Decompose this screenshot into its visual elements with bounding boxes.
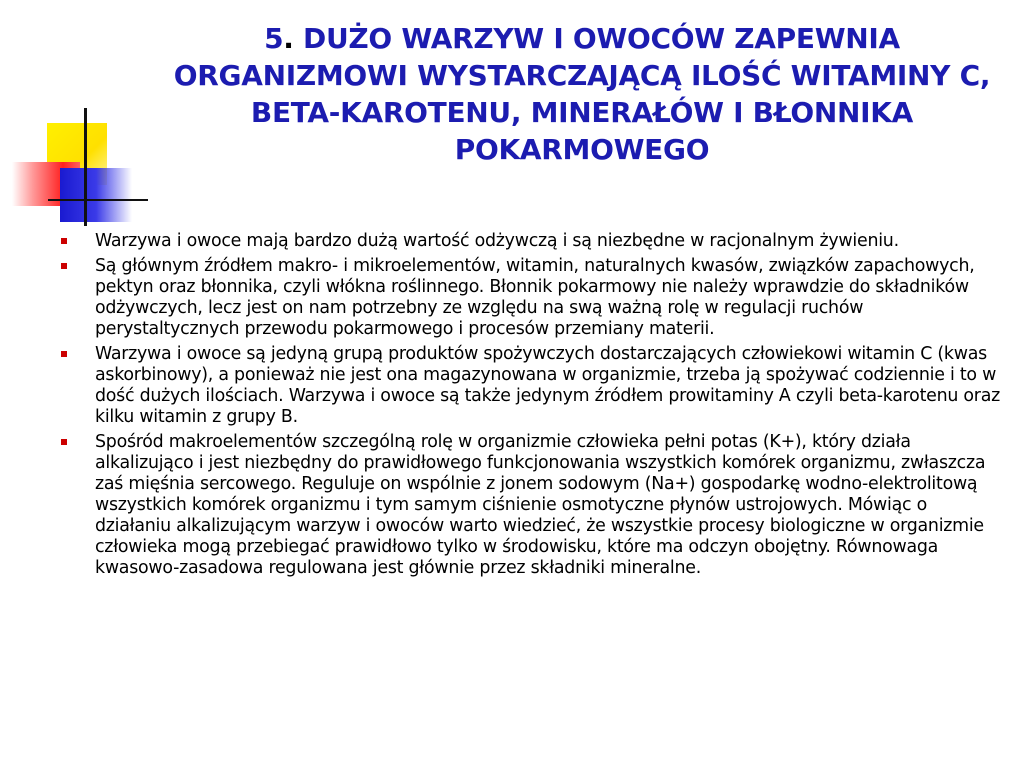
list-item-text: Spośród makroelementów szczególną rolę w organizmie człowieka pełni potas (K+), który działa alkalizująco i jest niezbędny do prawidłowego funkcjonowania wszystkich komórek organizmu, zwłaszcza zaś mięśnia sercowego. Reguluje on wspólnie z jonem sodowym (Na+) gospodarkę wodno-elektrolitową wszystkich komórek organizmu i tym samym ciśnienie osmotyczne płynów ustrojowych. Mówiąc o działaniu alkalizującym warzyw i owoców warto wiedzieć, że wszystkie procesy biologiczne w organizmie człowieka mogą przebiegać prawidłowo tylko w środowisku, które ma odczyn obojętny. Równowaga kwasowo-zasadowa regulowana jest głównie przez składniki mineralne. <box>95 432 986 578</box>
bullet-list <box>58 231 1008 583</box>
square-bullet-icon <box>61 263 67 269</box>
list-item <box>58 256 1008 340</box>
square-bullet-icon <box>61 351 67 357</box>
list-item-text: Warzywa i owoce mają bardzo dużą wartość odżywczą i są niezbędne w racjonalnym żywieniu. <box>95 231 899 251</box>
title-punctuation: . <box>283 22 294 55</box>
square-bullet-icon <box>61 238 67 244</box>
square-bullet-icon <box>61 439 67 445</box>
logo-vertical-line <box>84 108 87 226</box>
slide-title <box>150 20 1014 168</box>
list-item <box>58 231 1008 252</box>
title-number: 5 <box>264 22 284 55</box>
list-item-text: Są głównym źródłem makro- i mikroelementów, witamin, naturalnych kwasów, związków zapachowych, pektyn oraz błonnika, czyli włókna roślinnego. Błonnik pokarmowy nie należy wprawdzie do składników odżywczych, lecz jest on nam potrzebny ze względu na swą ważną rolę w regulacji ruchów perystaltycznych przewodu pokarmowego i procesów przemiany materii. <box>95 256 975 339</box>
colored-squares-logo <box>0 0 150 240</box>
list-item-text: Warzywa i owoce są jedyną grupą produktów spożywczych dostarczających człowiekowi witamin C (kwas askorbinowy), a ponieważ nie jest ona magazynowana w organizmie, trzeba ją spożywać codziennie i to w dość dużych ilościach. Warzywa i owoce są także jedynym źródłem prowitaminy A czyli beta-karotenu oraz kilku witamin z grupy B. <box>95 344 1000 427</box>
title-text: DUŻO WARZYW I OWOCÓW ZAPEWNIA ORGANIZMOWI WYSTARCZAJĄCĄ ILOŚĆ WITAMINY C, BETA-KAROTENU, MINERAŁÓW I BŁONNIKA POKARMOWEGO <box>173 22 991 166</box>
list-item <box>58 344 1008 428</box>
logo-horizontal-line <box>48 199 148 201</box>
logo-blue-square <box>60 168 132 222</box>
list-item <box>58 432 1008 579</box>
